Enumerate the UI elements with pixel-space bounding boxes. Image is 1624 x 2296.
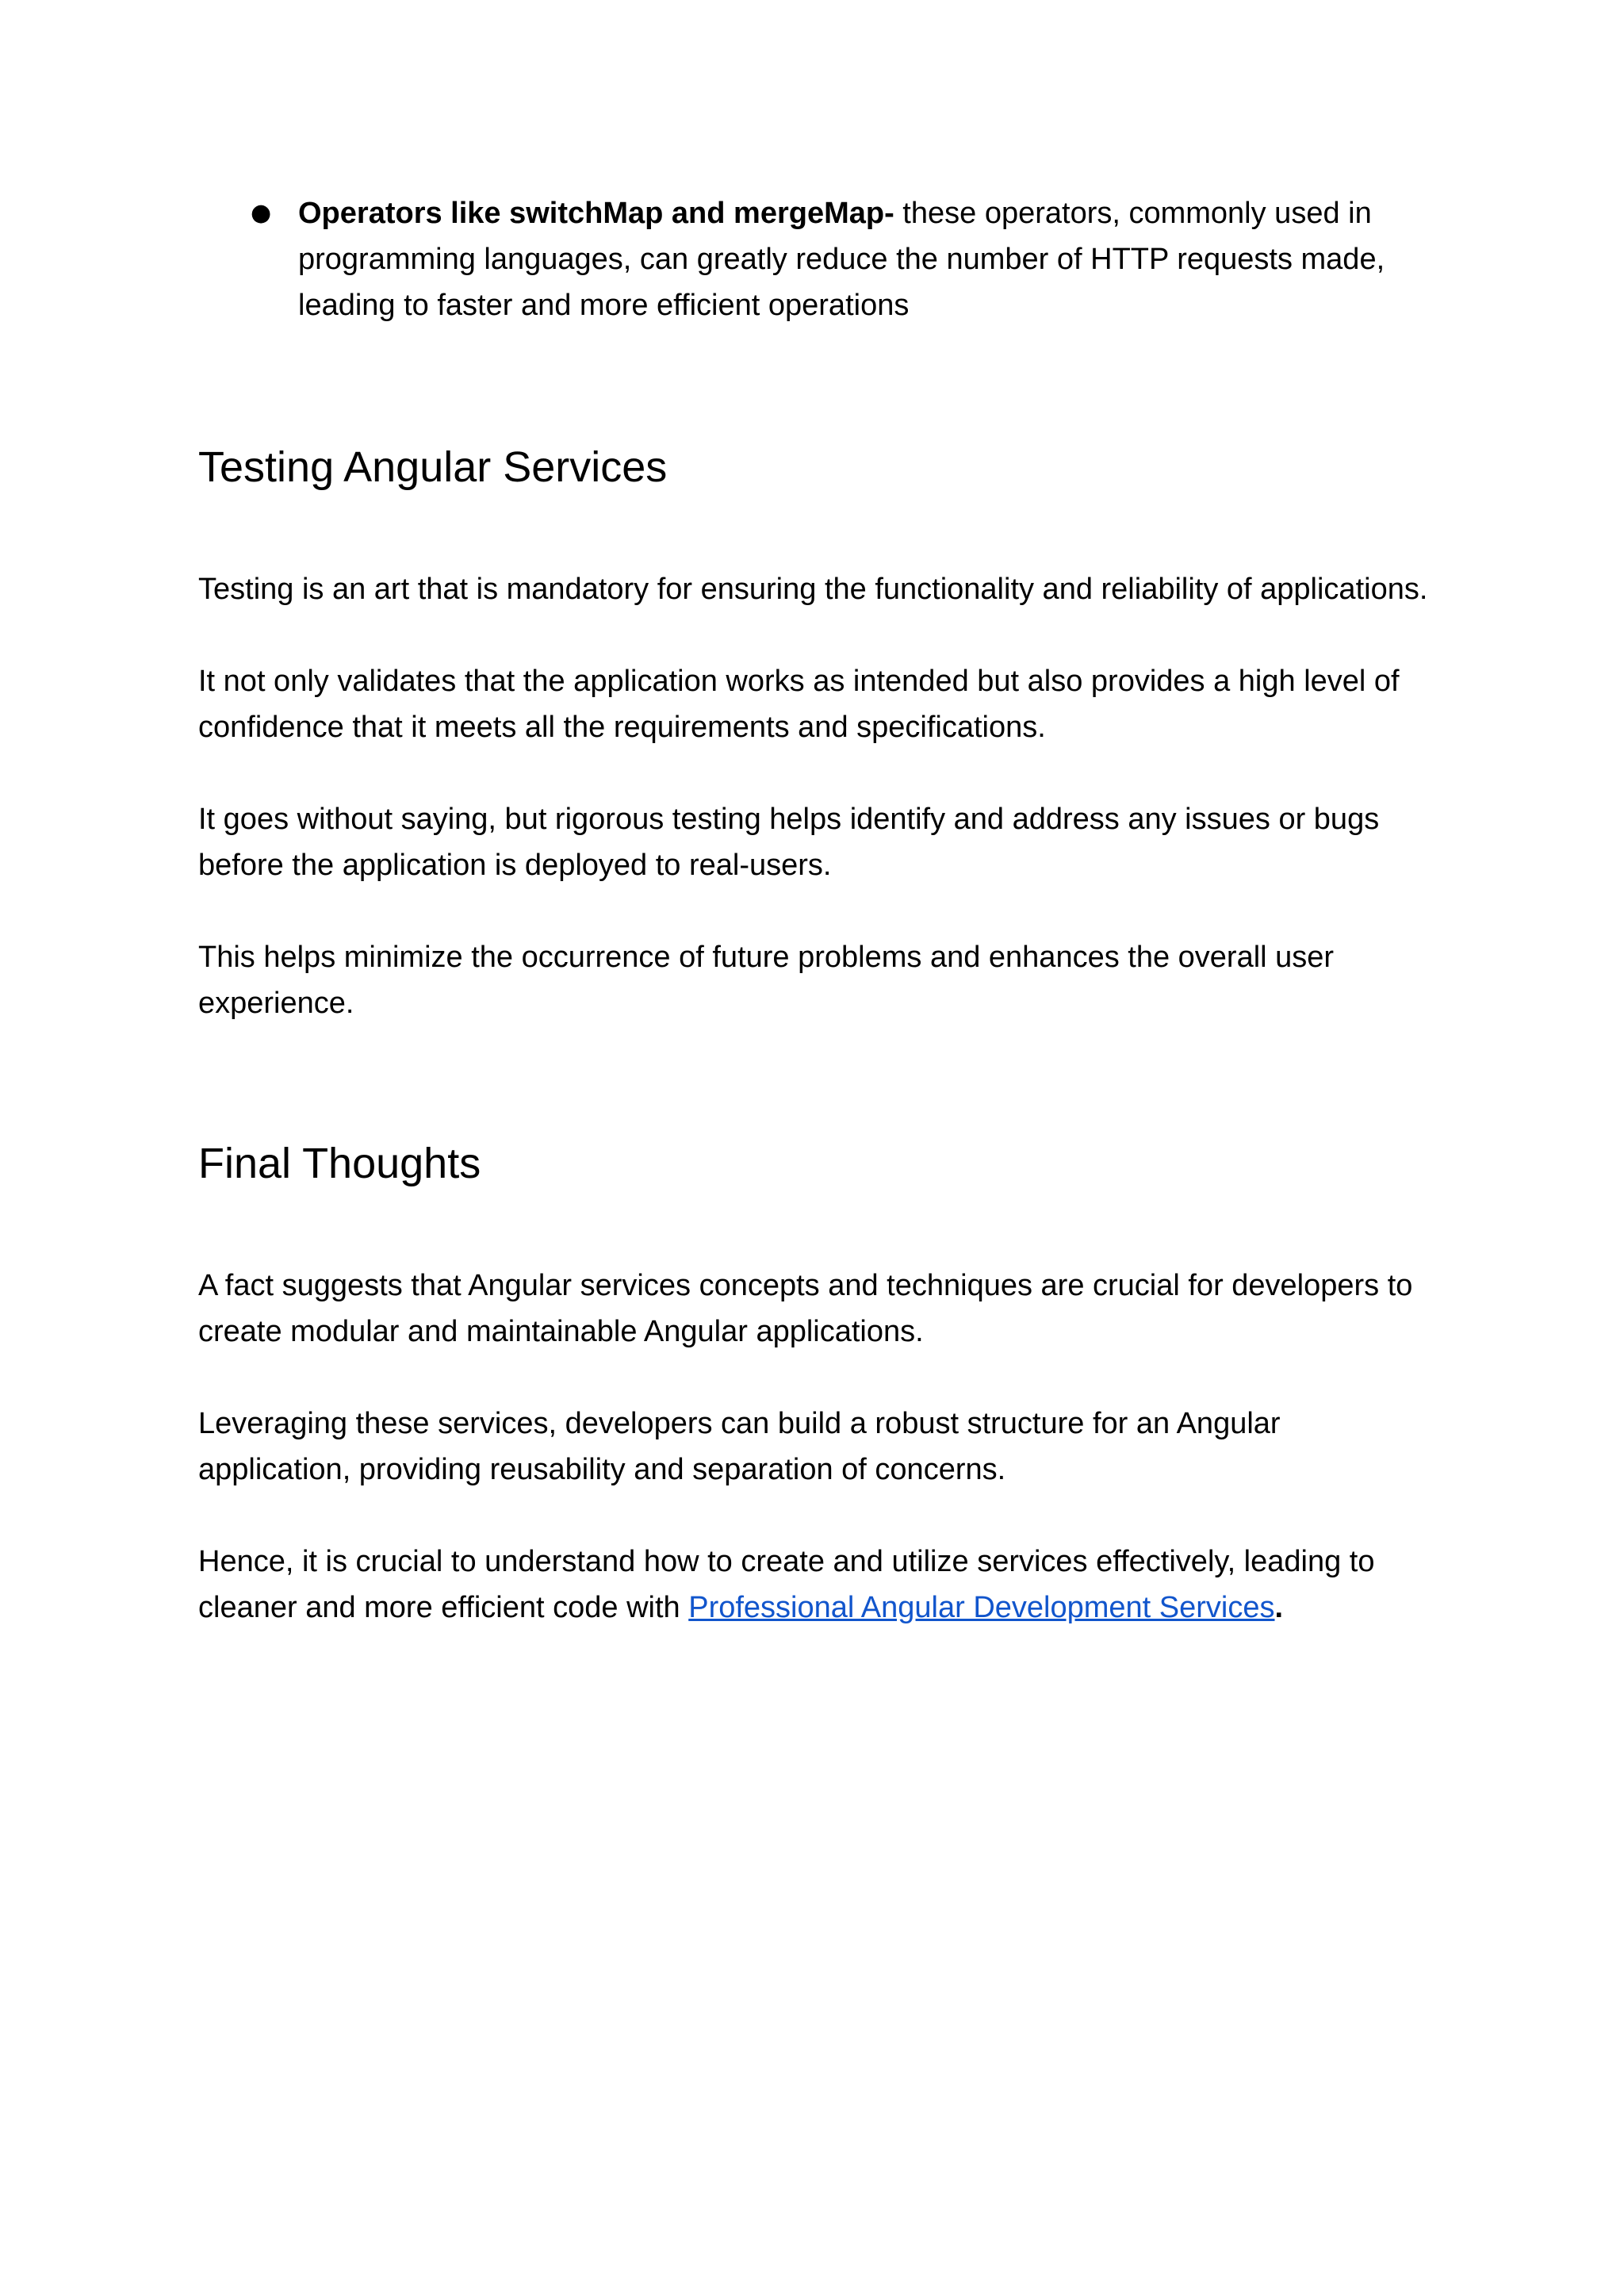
closing-text: Hence, it is crucial to understand how to create and utilize services effectively, leading to cleaner and more efficient code with — [198, 1545, 1375, 1624]
paragraph: It not only validates that the application works as intended but also provides a high level of confidence that it meets all the requirements and specifications. — [198, 665, 1400, 744]
bullet-item — [198, 190, 1435, 328]
paragraph: Testing is an art that is mandatory for ensuring the functionality and reliability of applications. — [198, 573, 1428, 606]
angular-services-link[interactable]: Professional Angular Development Services — [688, 1591, 1275, 1624]
paragraph: It goes without saying, but rigorous testing helps identify and address any issues or bugs before the application is deployed to real-users. — [198, 803, 1380, 882]
bullet-bold-lead: Operators like switchMap and mergeMap- — [298, 197, 894, 230]
paragraph: A fact suggests that Angular services concepts and techniques are crucial for developers to create modular and maintainable Angular applications. — [198, 1269, 1413, 1348]
paragraph: This helps minimize the occurrence of future problems and enhances the overall user experience. — [198, 941, 1335, 1020]
document-page — [198, 190, 1435, 1631]
paragraph: Leveraging these services, developers can build a robust structure for an Angular application, providing reusability and separation of concerns. — [198, 1407, 1281, 1486]
closing-paragraph — [198, 1539, 1435, 1631]
bullet-dot-icon: ● — [251, 199, 272, 227]
bullet-text: these operators, commonly used in programming languages, can greatly reduce the number of HTTP requests made, leading to faster and more efficient operations — [298, 197, 1385, 322]
closing-period: . — [1274, 1591, 1284, 1624]
section-heading-final-thoughts: Final Thoughts — [198, 1140, 481, 1187]
section-heading-testing: Testing Angular Services — [198, 443, 668, 491]
bullet-list — [198, 190, 1435, 328]
